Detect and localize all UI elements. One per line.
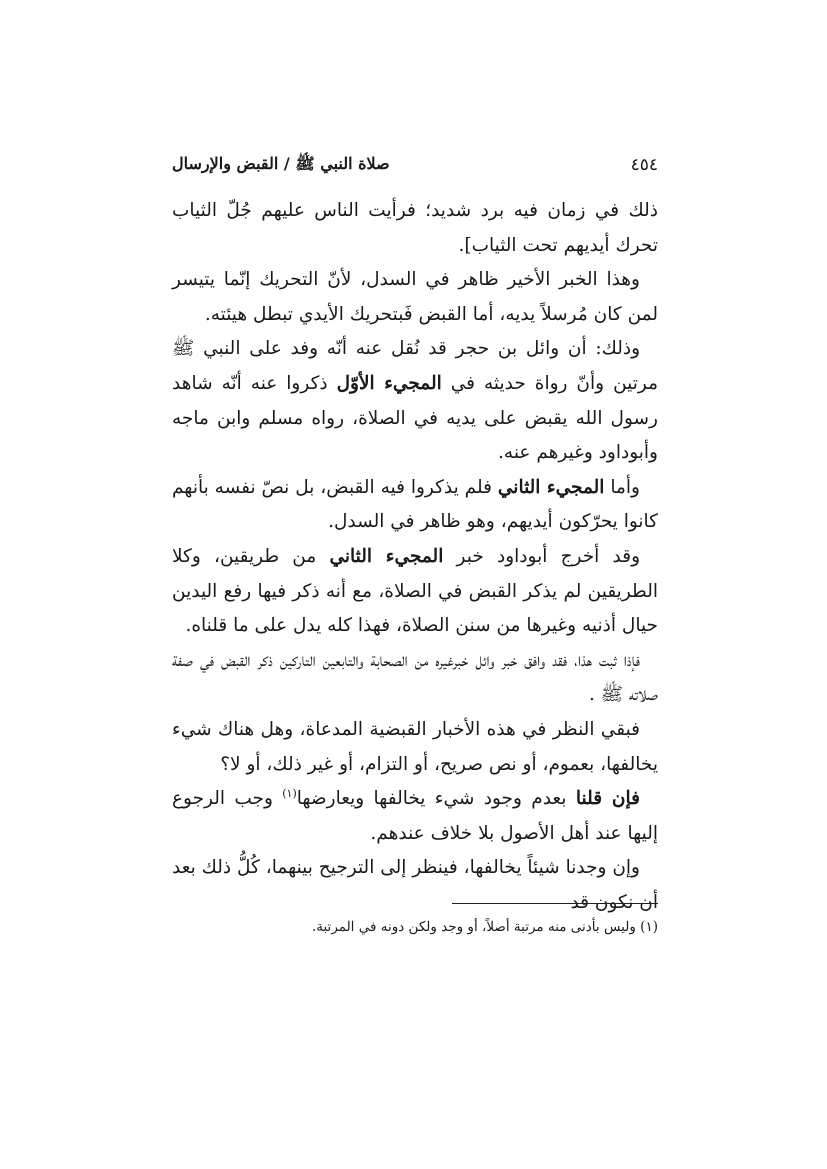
bold-phrase: فإن قلنا xyxy=(575,788,640,810)
running-title: صلاة النبي ﷺ / القبض والإرسال xyxy=(172,153,390,173)
main-text xyxy=(172,194,658,920)
paragraph-5: وقد أخرج أبوداود خبر المجيء الثاني من طريقين، وكلا الطريقين لم يذكر القبض في الصلاة، مع أنه ذكر فيها رفع اليدين حيال أذنيه وغيرها من سنن الصلاة، فهذا كله يدل على ما قلناه. xyxy=(172,545,658,637)
page-header xyxy=(172,150,658,180)
bold-phrase: المجيء الثاني xyxy=(497,476,605,498)
paragraph-7: فبقي النظر في هذه الأخبار القبضية المدعاة، وهل هناك شيء يخالفها، بعموم، أو نص صريح، أو التزام، أو غير ذلك، أو لا؟ xyxy=(172,718,658,775)
paragraph-8: فإن قلنا بعدم وجود شيء يخالفها ويعارضها$^{(١)}$ وجب الرجوع إليها عند أهل الأصول بلا خلاف عندهم. xyxy=(172,786,658,844)
paragraph-4: وأما المجيء الثاني فلم يذكروا فيه القبض، بل نصّ نفسه بأنهم كانوا يحرّكون أيديهم، وهو ظاهر في السدل. xyxy=(172,476,658,533)
footnote-divider xyxy=(452,903,658,904)
paragraph-3: وذلك: أن وائل بن حجر قد نُقل عنه أنّه وفد على النبي ﷺ مرتين وأنّ رواة حديثه في المجيء الأوّل ذكروا عنه أنّه شاهد رسول الله يقبض على يديه في الصلاة، رواه مسلم وابن ماجه وأبوداود وغيرهم عنه. xyxy=(172,338,658,464)
bold-phrase: المجيء الأوّل xyxy=(336,372,442,394)
footnote-reference[interactable]: (١) xyxy=(282,786,297,800)
paragraph-2: وهذا الخبر الأخير ظاهر في السدل، لأنّ التحريك إنّما يتيسر لمن كان مُرسلاً يديه، أما القبض فَبتحريك الأيدي تبطل هيئته. xyxy=(172,269,658,325)
paragraph-6: فإذا ثبت هذا، فقد وافق خبر وائل خبرغيره من الصحابة والتابعين التاركين ذكر القبض في صفة صلاته ﷺ . xyxy=(172,649,658,706)
footnote xyxy=(172,916,658,938)
page-number: ٤٥٤ xyxy=(630,155,658,175)
footnote-text: (١) وليس بأدنى منه مرتبة أصلاً، أو وجد ولكن دونه في المرتبة. xyxy=(311,919,658,935)
paragraph-9: وإن وجدنا شيئاً يخالفها، فينظر إلى الترجيح بينهما، كُلُّ ذلك بعد أن نكون قد xyxy=(172,857,658,913)
paragraph-1: ذلك في زمان فيه برد شديد؛ فرأيت الناس عليهم جُلّ الثياب تحرك أيديهم تحت الثياب]. xyxy=(172,200,658,256)
bold-phrase: المجيء الثاني xyxy=(329,545,444,567)
